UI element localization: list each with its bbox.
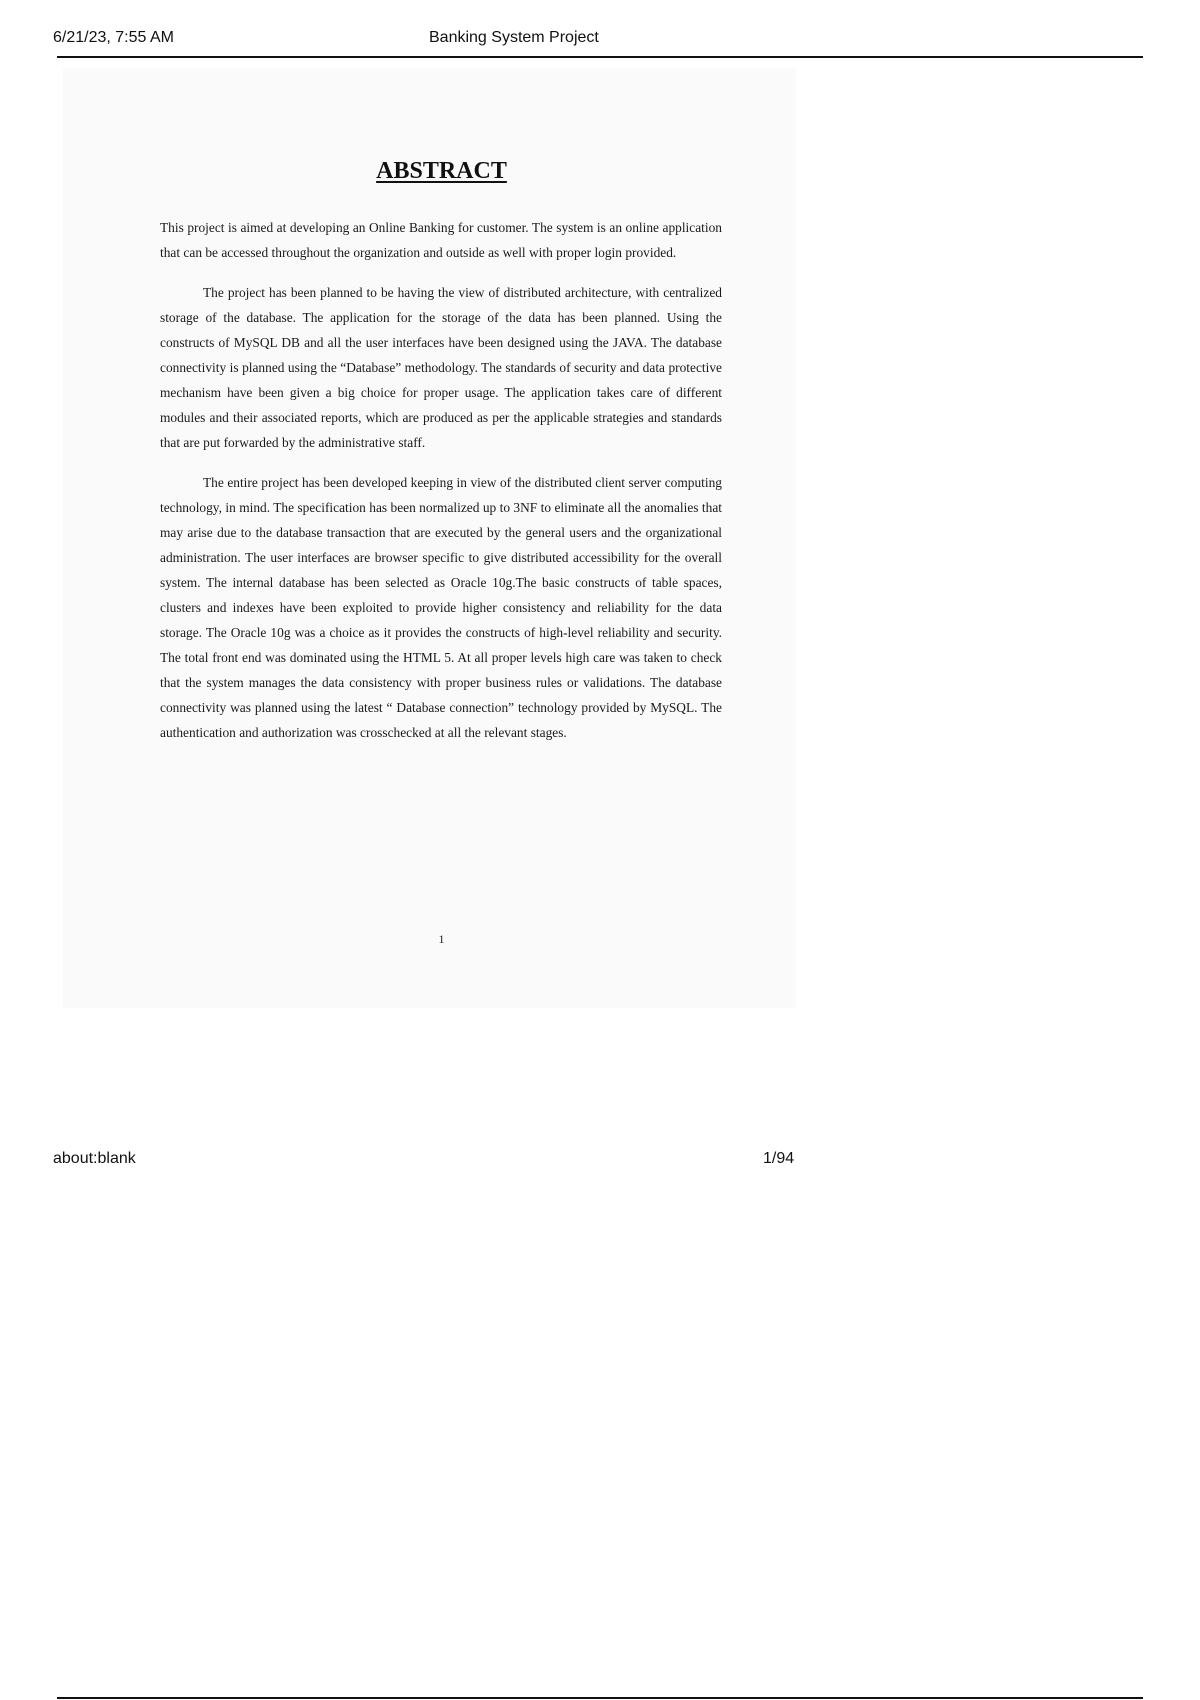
document-title: Banking System Project bbox=[429, 29, 599, 46]
abstract-paragraph-2: The project has been planned to be having the view of distributed architecture, with centralized storage of the database. The application for the storage of the data has been planned. Using the constructs of MySQL DB and all the user interfaces have been designed using the JAVA. The database connectivity is planned using the “Database” methodology. The standards of security and data protective mechanism have been given a big choice for proper usage. The application takes care of different modules and their associated reports, which are produced as per the applicable strategies and standards that are put forwarded by the administrative staff. bbox=[160, 285, 722, 450]
footer-url: about:blank bbox=[53, 1150, 136, 1167]
abstract-paragraph-1: This project is aimed at developing an Online Banking for customer. The system is an online application that can be accessed throughout the organization and outside as well with proper login provided. bbox=[160, 220, 722, 260]
abstract-heading: ABSTRACT bbox=[376, 158, 507, 184]
print-date: 6/21/23, 7:55 AM bbox=[53, 29, 174, 46]
print-header bbox=[0, 0, 1200, 60]
page-number: 1 bbox=[438, 932, 445, 946]
footer-page-count: 1/94 bbox=[763, 1150, 795, 1167]
bottom-divider bbox=[57, 1697, 1143, 1699]
header-divider bbox=[57, 56, 1143, 58]
scanned-page bbox=[63, 68, 796, 1008]
abstract-body bbox=[160, 215, 722, 760]
abstract-paragraph-3: The entire project has been developed keeping in view of the distributed client server computing technology, in mind. The specification has been normalized up to 3NF to eliminate all the anomalies that may arise due to the database transaction that are executed by the general users and the organizational administration. The user interfaces are browser specific to give distributed accessibility for the overall system. The internal database has been selected as Oracle 10g.The basic constructs of table spaces, clusters and indexes have been exploited to provide higher consistency and reliability for the data storage. The Oracle 10g was a choice as it provides the constructs of high-level reliability and security. The total front end was dominated using the HTML 5. At all proper levels high care was taken to check that the system manages the data consistency with proper business rules or validations. The database connectivity was planned using the latest “ Database connection” technology provided by MySQL. The authentication and authorization was crosschecked at all the relevant stages. bbox=[160, 475, 722, 740]
print-footer bbox=[0, 1140, 1200, 1180]
